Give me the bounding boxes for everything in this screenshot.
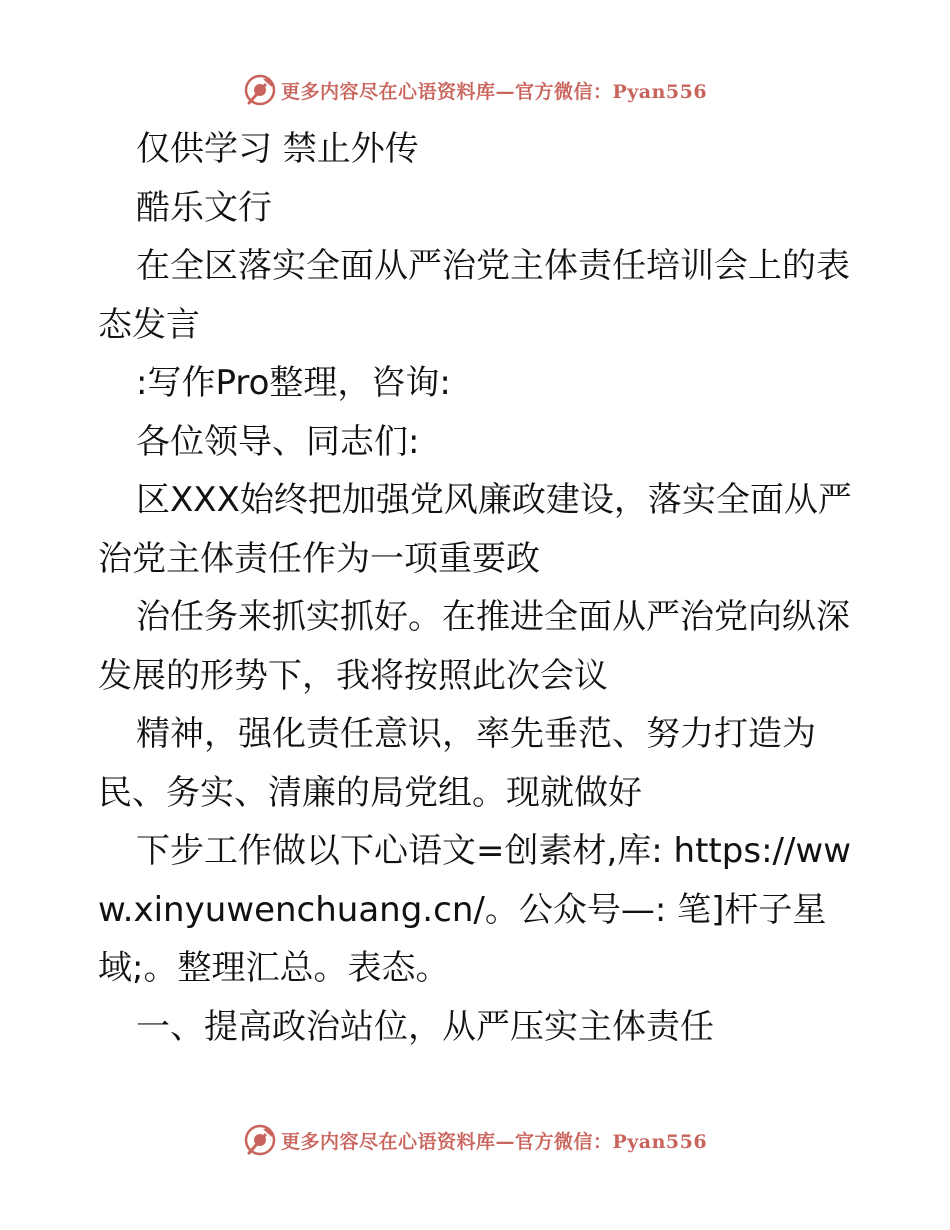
section-heading: 一、提高政治站位，从严压实主体责任 [136, 1006, 714, 1047]
document-title: 在全区落实全面从严治党主体责任培训会上的表态发言 [98, 246, 850, 345]
header-banner-text: 更多内容尽在心语资料库—官方微信：Pyan556 [280, 80, 708, 103]
paragraph: 区XXX始终把加强党风廉政建设，落实全面从严治党主体责任作为一项重要政 [98, 480, 852, 579]
paragraph: 仅供学习 禁止外传 [136, 129, 419, 169]
document-body [98, 120, 858, 1056]
paragraph: 下步工作做以下心语文=创素材,库: https://www.xinyuwenchuang.cn/。公众号—: 笔]杆子星域;。整理汇总。表态。 [98, 831, 852, 988]
header-watermark-banner [0, 70, 950, 110]
footer-banner-text: 更多内容尽在心语资料库—官方微信：Pyan556 [280, 1130, 708, 1153]
paragraph: :写作Pro整理，咨询: [136, 363, 451, 403]
footer-watermark-banner [0, 1120, 950, 1160]
feather-seal-icon [243, 73, 277, 107]
paragraph: 治任务来抓实抓好。在推进全面从严治党向纵深发展的形势下，我将按照此次会议 [98, 597, 850, 696]
paragraph: 精神，强化责任意识，率先垂范、努力打造为民、务实、清廉的局党组。现就做好 [98, 714, 816, 813]
feather-seal-icon [243, 1123, 277, 1157]
salutation: 各位领导、同志们: [136, 421, 420, 462]
paragraph: 酷乐文行 [136, 187, 272, 228]
